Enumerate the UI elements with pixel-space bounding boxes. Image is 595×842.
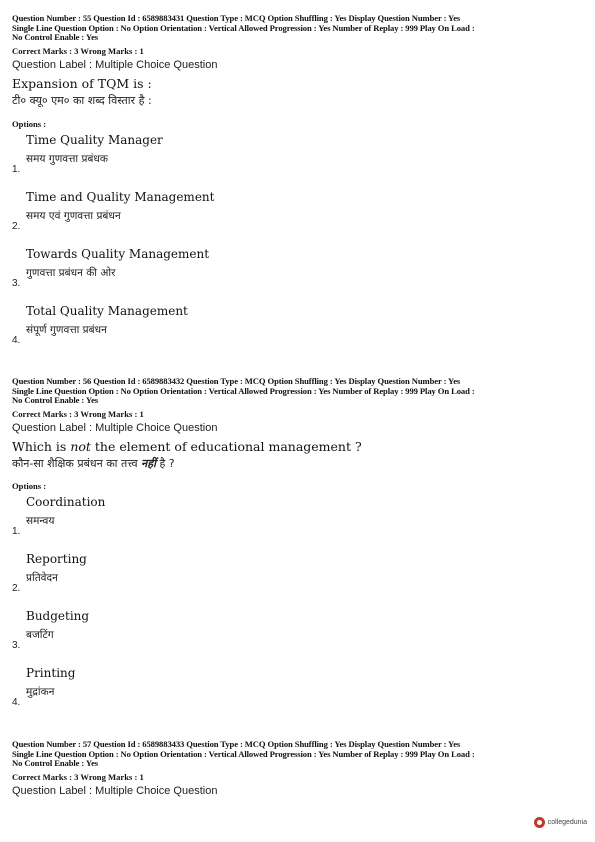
meta-line: Single Line Question Option : No Option Orientation : Vertical Allowed Progression : Yes Number of Replay : 999 Play On Load : [12,385,475,396]
question-text-hindi [12,456,587,472]
question-meta [12,14,587,43]
meta-line: Question Number : 57 Question Id : 6589883433 Question Type : MCQ Option Shuffling : Yes Display Question Number : Yes [12,739,461,749]
option-number: 4. [12,334,21,346]
collegedunia-logo-icon [534,817,545,828]
option-number: 3. [12,277,21,289]
option-text-hindi: प्रतिवेदन [26,571,58,584]
option-item[interactable] [12,133,587,190]
meta-line: Single Line Question Option : No Option Orientation : Vertical Allowed Progression : Yes Number of Replay : 999 Play On Load : [12,22,475,33]
question-marks: Correct Marks : 3 Wrong Marks : 1 [12,45,144,56]
question-text-english: Expansion of TQM is : [12,75,152,91]
option-number: 2. [12,220,21,232]
option-text-hindi: समय गुणवत्ता प्रबंधक [26,152,108,165]
option-text-english: Reporting [26,551,87,566]
question-block-57 [12,740,587,798]
options-label: Options : [12,118,47,129]
collegedunia-logo [534,817,587,828]
option-number: 2. [12,582,21,594]
question-marks: Correct Marks : 3 Wrong Marks : 1 [12,408,144,419]
option-text-english: Towards Quality Management [26,246,210,261]
meta-line: Single Line Question Option : No Option Orientation : Vertical Allowed Progression : Yes Number of Replay : 999 Play On Load : [12,748,475,759]
option-text-hindi: गुणवत्ता प्रबंधन की ओर [26,266,116,279]
question-text-part: the element of educational management ? [90,438,362,454]
option-text-hindi: समन्वय [26,514,55,527]
option-text-english: Budgeting [26,608,90,623]
meta-line: Question Number : 56 Question Id : 6589883432 Question Type : MCQ Option Shuffling : Yes Display Question Number : Yes [12,376,461,386]
option-text-english: Printing [26,665,76,680]
question-text-english [12,439,587,455]
question-label: Question Label : Multiple Choice Question [12,784,218,797]
option-item[interactable] [12,552,587,609]
question-emphasis: not [70,438,91,454]
option-item[interactable] [12,247,587,304]
question-text-hindi: टी० क्यू० एम० का शब्द विस्तार है : [12,93,152,107]
question-text-part: Which is [12,438,71,454]
option-text-hindi: मुद्रांकन [26,685,55,698]
option-number: 1. [12,163,21,175]
meta-line: No Control Enable : Yes [12,395,99,406]
option-number: 3. [12,639,21,651]
option-text-english: Time Quality Manager [26,132,163,147]
question-block-55 [12,14,587,361]
option-item[interactable] [12,190,587,247]
options-list [12,495,587,723]
option-number: 1. [12,525,21,537]
question-block-56 [12,377,587,723]
option-item[interactable] [12,666,587,723]
options-label: Options : [12,480,47,491]
options-list [12,133,587,361]
question-meta [12,740,587,769]
meta-line: No Control Enable : Yes [12,32,99,43]
option-number: 4. [12,696,21,708]
question-emphasis: नहीं [141,456,156,470]
option-text-hindi: संपूर्ण गुणवत्ता प्रबंधन [26,323,107,336]
meta-line: No Control Enable : Yes [12,758,99,769]
option-text-english: Time and Quality Management [26,189,215,204]
question-text-part: है ? [155,456,175,470]
option-text-hindi: बजटिंग [26,628,54,641]
question-meta [12,377,587,406]
option-item[interactable] [12,609,587,666]
option-text-hindi: समय एवं गुणवत्ता प्रबंधन [26,209,121,222]
meta-line: Question Number : 55 Question Id : 6589883431 Question Type : MCQ Option Shuffling : Yes Display Question Number : Yes [12,13,461,23]
option-item[interactable] [12,495,587,552]
question-text-part: कौन-सा शैक्षिक प्रबंधन का तत्त्व [12,456,142,470]
question-label: Question Label : Multiple Choice Question [12,421,218,434]
option-text-english: Coordination [26,494,106,509]
question-marks: Correct Marks : 3 Wrong Marks : 1 [12,771,144,782]
option-text-english: Total Quality Management [26,303,188,318]
logo-text: collegedunia [547,819,587,826]
option-item[interactable] [12,304,587,361]
question-label: Question Label : Multiple Choice Question [12,58,218,71]
